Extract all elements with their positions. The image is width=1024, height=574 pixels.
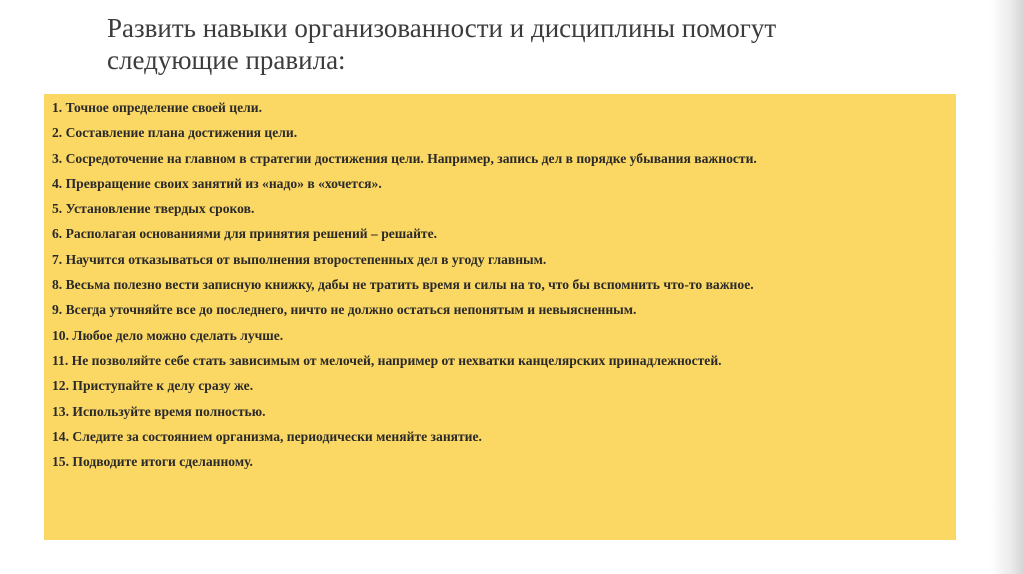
rules-panel — [44, 94, 956, 540]
rule-item: 3. Сосредоточение на главном в стратегии достижения цели. Например, запись дел в порядке убывания важности. — [52, 150, 757, 166]
rule-item: 13. Используйте время полностью. — [52, 403, 266, 419]
rule-item: 8. Весьма полезно вести записную книжку, дабы не тратить время и силы на то, что бы вспомнить что-то важное. — [52, 277, 754, 293]
rule-item: 11. Не позволяйте себе стать зависимым от мелочей, например от нехватки канцелярских принадлежностей. — [52, 352, 722, 368]
rule-item: 15. Подводите итоги сделанному. — [52, 454, 253, 470]
rule-item: 2. Составление плана достижения цели. — [52, 125, 298, 141]
rule-item: 6. Располагая основаниями для принятия решений – решайте. — [52, 226, 438, 242]
rule-item: 5. Установление твердых сроков. — [52, 201, 255, 217]
slide-edge-shadow — [990, 0, 1024, 574]
rule-item: 10. Любое дело можно сделать лучше. — [52, 327, 284, 343]
slide-title-line-2: следующие правила: — [107, 45, 346, 75]
slide-title — [107, 12, 907, 76]
rule-item: 9. Всегда уточняйте все до последнего, ничто не должно остаться непонятым и невыясненным. — [52, 302, 637, 318]
rule-item: 1. Точное определение своей цели. — [52, 100, 262, 115]
rule-item: 4. Превращение своих занятий из «надо» в «хочется». — [52, 175, 382, 191]
rule-item: 12. Приступайте к делу сразу же. — [52, 378, 254, 394]
slide-title-line-1: Развить навыки организованности и дисциплины помогут — [107, 13, 777, 43]
rule-item: 7. Научится отказываться от выполнения второстепенных дел в угоду главным. — [52, 251, 547, 267]
rules-list — [52, 95, 757, 474]
rule-item: 14. Следите за состоянием организма, периодически меняйте занятие. — [52, 428, 482, 444]
